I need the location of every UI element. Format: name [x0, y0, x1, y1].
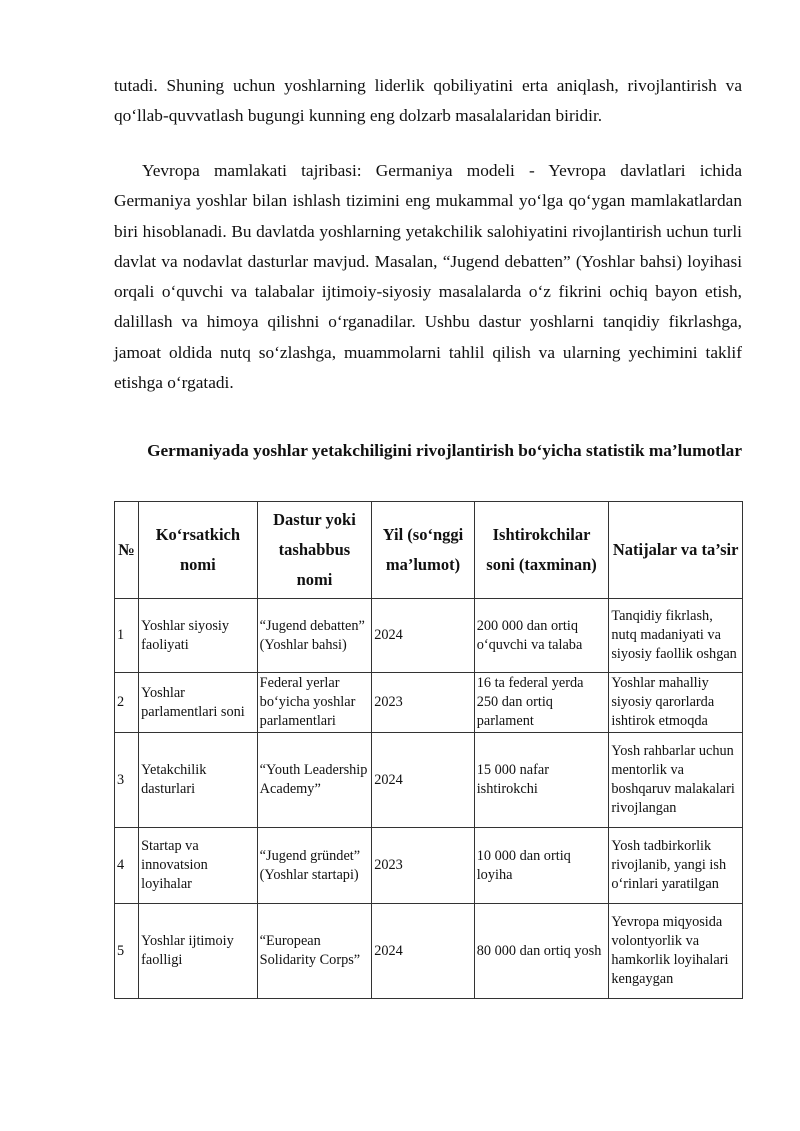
- cell-results: Tanqidiy fikrlash, nutq madaniyati va siyosiy faollik oshgan: [609, 599, 743, 673]
- table-header-row: [115, 502, 743, 599]
- header-results: Natijalar va ta’sir: [609, 502, 743, 599]
- cell-indicator: Yoshlar parlamentlari soni: [139, 673, 258, 733]
- cell-year: 2023: [372, 828, 474, 904]
- cell-participants: 200 000 dan ortiq o‘quvchi va talaba: [474, 599, 609, 673]
- cell-number: 5: [115, 904, 139, 999]
- statistics-table: [114, 501, 743, 999]
- header-participants: Ishtirokchilar soni (taxminan): [474, 502, 609, 599]
- cell-number: 2: [115, 673, 139, 733]
- cell-results: Yosh rahbarlar uchun mentorlik va boshqaruv malakalari rivojlangan: [609, 733, 743, 828]
- table-row: [115, 828, 743, 904]
- cell-program: “European Solidarity Corps”: [257, 904, 372, 999]
- cell-indicator: Yetakchilik dasturlari: [139, 733, 258, 828]
- cell-program: “Jugend debatten” (Yoshlar bahsi): [257, 599, 372, 673]
- header-number: №: [115, 502, 139, 599]
- table-row: [115, 673, 743, 733]
- cell-year: 2024: [372, 904, 474, 999]
- cell-number: 4: [115, 828, 139, 904]
- cell-year: 2024: [372, 733, 474, 828]
- cell-year: 2024: [372, 599, 474, 673]
- cell-program: “Jugend gründet” (Yoshlar startapi): [257, 828, 372, 904]
- cell-indicator: Startap va innovatsion loyihalar: [139, 828, 258, 904]
- cell-indicator: Yoshlar siyosiy faoliyati: [139, 599, 258, 673]
- table-row: [115, 904, 743, 999]
- cell-participants: 15 000 nafar ishtirokchi: [474, 733, 609, 828]
- cell-indicator: Yoshlar ijtimoiy faolligi: [139, 904, 258, 999]
- cell-results: Yosh tadbirkorlik rivojlanib, yangi ish o‘rinlari yaratilgan: [609, 828, 743, 904]
- header-program-name: Dastur yoki tashabbus nomi: [257, 502, 372, 599]
- header-year: Yil (so‘nggi ma’lumot): [372, 502, 474, 599]
- cell-program: “Youth Leadership Academy”: [257, 733, 372, 828]
- table-row: [115, 733, 743, 828]
- cell-results: Yevropa miqyosida volontyorlik va hamkorlik loyihalari kengaygan: [609, 904, 743, 999]
- cell-participants: 10 000 dan ortiq loyiha: [474, 828, 609, 904]
- cell-results: Yoshlar mahalliy siyosiy qarorlarda ishtirok etmoqda: [609, 673, 743, 733]
- cell-program: Federal yerlar bo‘yicha yoshlar parlamentlari: [257, 673, 372, 733]
- table-row: [115, 599, 743, 673]
- cell-number: 1: [115, 599, 139, 673]
- cell-participants: 16 ta federal yerda 250 dan ortiq parlament: [474, 673, 609, 733]
- header-indicator-name: Ko‘rsatkich nomi: [139, 502, 258, 599]
- cell-number: 3: [115, 733, 139, 828]
- cell-participants: 80 000 dan ortiq yosh: [474, 904, 609, 999]
- cell-year: 2023: [372, 673, 474, 733]
- paragraph-germany-model: Yevropa mamlakati tajribasi: Germaniya modeli - Yevropa davlatlari ichida Germaniya yoshlar bilan ishlash tizimini eng mukammal yo‘lga qo‘ygan mamlakatlardan biri hisoblanadi. Bu davlatda yoshlarning yetakchilik salohiyatini rivojlantirish uchun turli davlat va nodavlat dasturlar mavjud. Masalan, “Jugend debatten” (Yoshlar bahsi) loyihasi orqali o‘quvchi va talabalar ijtimoiy-siyosiy masalalarda o‘z fikrini ochiq bayon etish, dalillash va himoya qilishni o‘rganadilar. Ushbu dastur yoshlarni tanqidiy fikrlashga, jamoat oldida nutq so‘zlashga, muammolarni tahlil qilish va ularning yechimini taklif etishga o‘rgatadi.: [114, 161, 742, 393]
- table-caption: Germaniyada yoshlar yetakchiligini rivojlantirish bo‘yicha statistik ma’lumotlar: [147, 441, 742, 460]
- paragraph-intro: tutadi. Shuning uchun yoshlarning liderlik qobiliyatini erta aniqlash, rivojlantirish va qo‘llab-quvvatlash bugungi kunning eng dolzarb masalalaridan biridir.: [114, 76, 742, 126]
